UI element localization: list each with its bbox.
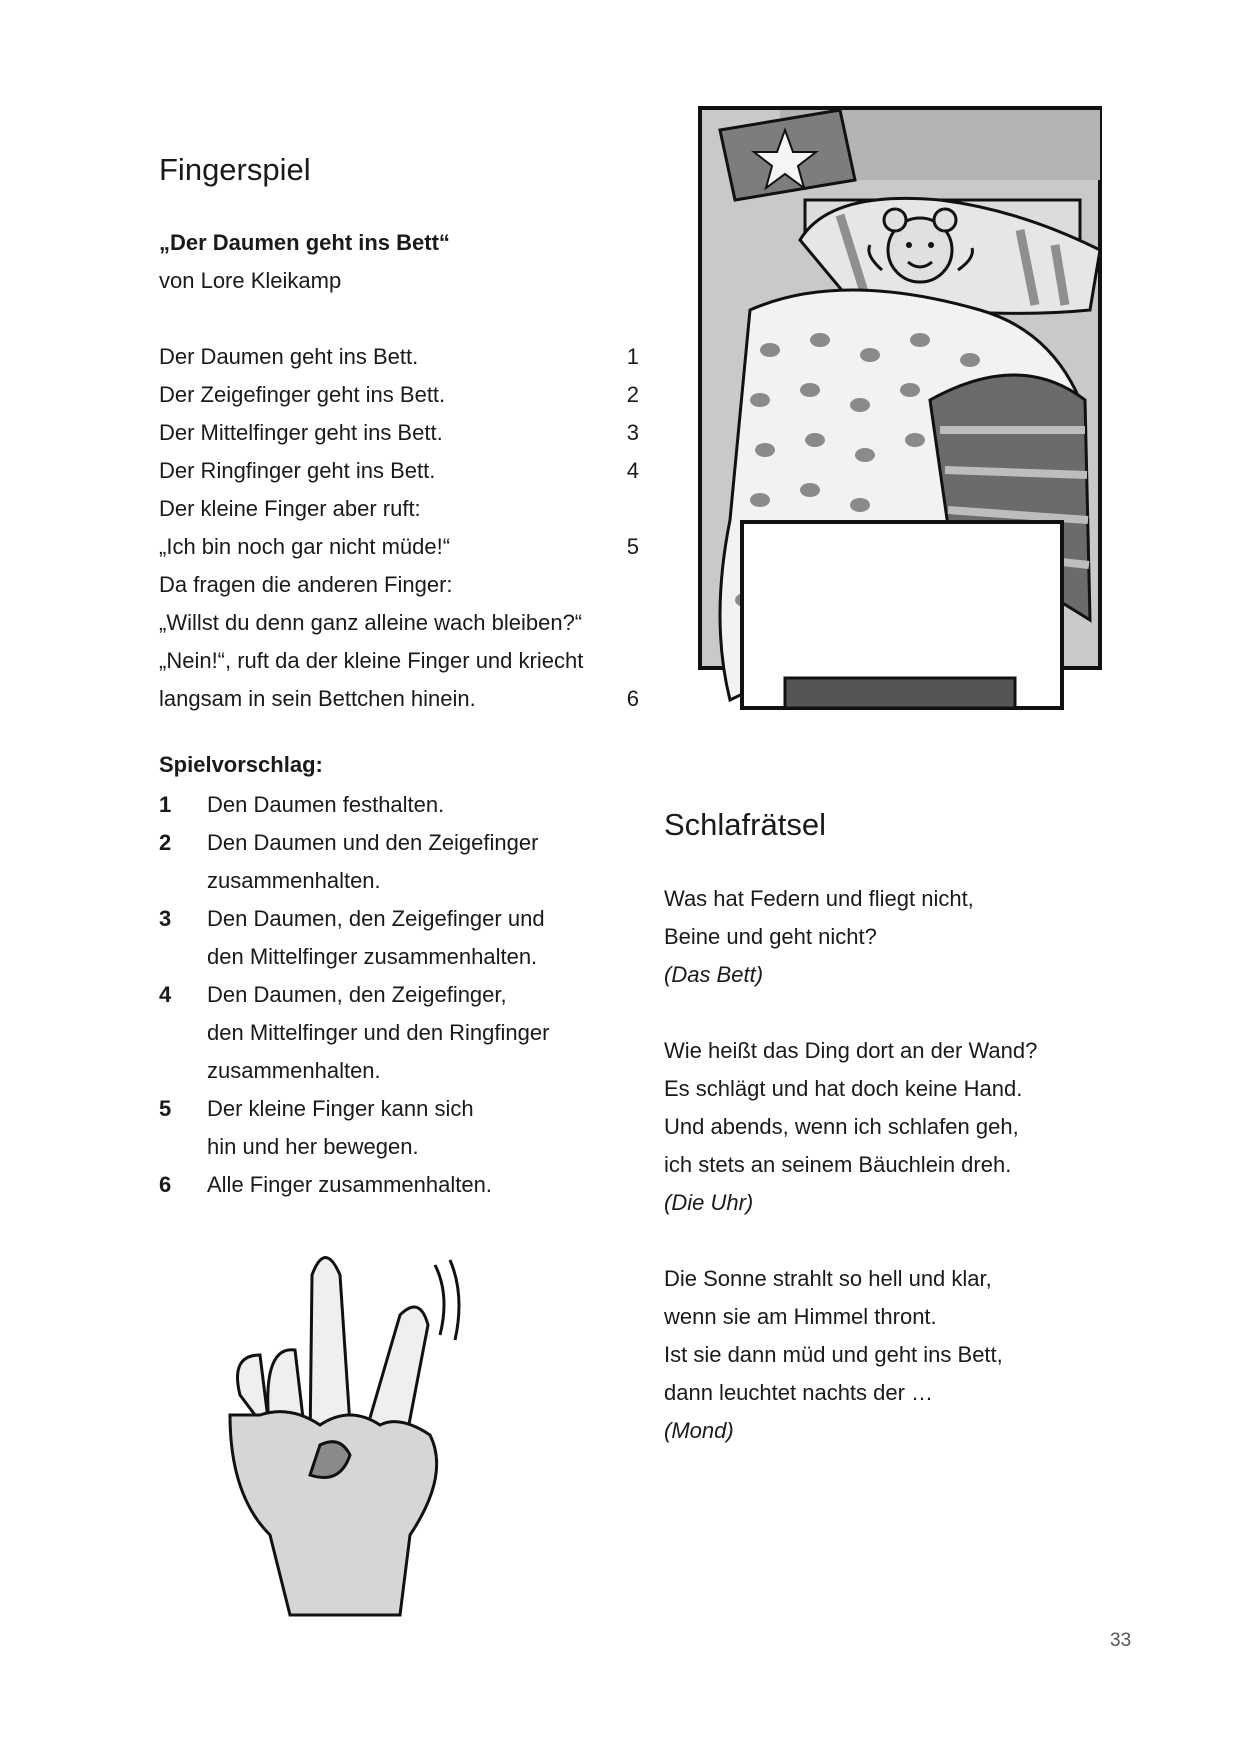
step-line: Den Daumen und den Zeigefinger xyxy=(207,830,539,855)
step-line: Den Daumen, den Zeigefinger, xyxy=(207,982,507,1007)
step-line: den Mittelfinger zusammenhalten. xyxy=(207,944,538,969)
spielvorschlag-heading: Spielvorschlag: xyxy=(159,752,323,777)
step-number: 2 xyxy=(159,830,172,855)
riddle-line: Es schlägt und hat doch keine Hand. xyxy=(664,1076,1023,1101)
riddle-line: Beine und geht nicht? xyxy=(664,924,877,949)
poem-line-text: „Nein!“, ruft da der kleine Finger und kriecht xyxy=(159,648,584,673)
step-line: zusammenhalten. xyxy=(207,1058,381,1083)
step-number: 1 xyxy=(159,792,172,817)
riddle-answer: (Die Uhr) xyxy=(664,1190,754,1215)
riddle-line: Und abends, wenn ich schlafen geh, xyxy=(664,1114,1019,1139)
poem-line-text: Der Ringfinger geht ins Bett. xyxy=(159,458,436,483)
step-number: 4 xyxy=(159,982,172,1007)
poem-line xyxy=(159,452,639,490)
poem-line-text: langsam in sein Bettchen hinein. xyxy=(159,686,476,711)
footboard-panel xyxy=(785,678,1015,708)
hand-illustration xyxy=(200,1235,500,1625)
hand-icon xyxy=(230,1258,437,1616)
step-item xyxy=(159,1090,619,1166)
riddle-answer: (Mond) xyxy=(664,1418,734,1443)
poem-line xyxy=(159,604,639,642)
riddle-line: Ist sie dann müd und geht ins Bett, xyxy=(664,1342,1003,1367)
poem-line xyxy=(159,414,639,452)
step-line: Der kleine Finger kann sich xyxy=(207,1096,474,1121)
poem-line-number: 3 xyxy=(626,420,639,445)
motion-lines xyxy=(435,1260,459,1340)
poem-line-number: 2 xyxy=(626,382,639,407)
step-line: Den Daumen, den Zeigefinger und xyxy=(207,906,545,931)
riddle-line: Die Sonne strahlt so hell und klar, xyxy=(664,1266,992,1291)
step-line: zusammenhalten. xyxy=(207,868,381,893)
poem-line-text: „Willst du denn ganz alleine wach bleiben?“ xyxy=(159,610,583,635)
poem-title: „Der Daumen geht ins Bett“ xyxy=(159,230,450,255)
poem-line-text: Der kleine Finger aber ruft: xyxy=(159,496,421,521)
step-item xyxy=(159,786,619,824)
step-line: Den Daumen festhalten. xyxy=(207,792,445,817)
poem-line-text: Der Mittelfinger geht ins Bett. xyxy=(159,420,443,445)
poem-line-number: 6 xyxy=(626,686,639,711)
step-item xyxy=(159,824,619,900)
poem-line-number: 1 xyxy=(626,344,639,369)
poem-line-text: „Ich bin noch gar nicht müde!“ xyxy=(159,534,451,559)
step-item xyxy=(159,900,619,976)
step-item xyxy=(159,976,619,1090)
fingerspiel-title: Fingerspiel xyxy=(159,152,311,187)
poem-line xyxy=(159,528,639,566)
bed-illustration xyxy=(690,100,1110,740)
step-number: 6 xyxy=(159,1172,172,1197)
poem-line-number: 5 xyxy=(626,534,639,559)
step-line: Alle Finger zusammenhalten. xyxy=(207,1172,492,1197)
step-number: 5 xyxy=(159,1096,172,1121)
page-number: 33 xyxy=(1110,1630,1132,1651)
poem-line-number: 4 xyxy=(626,458,639,483)
poem-author: von Lore Kleikamp xyxy=(159,268,342,293)
poem-line xyxy=(159,566,639,604)
riddle-line: Wie heißt das Ding dort an der Wand? xyxy=(664,1038,1038,1063)
riddle-line: dann leuchtet nachts der … xyxy=(664,1380,934,1405)
step-line: den Mittelfinger und den Ringfinger xyxy=(207,1020,550,1045)
poem-line-text: Der Daumen geht ins Bett. xyxy=(159,344,419,369)
riddle-answer: (Das Bett) xyxy=(664,962,764,987)
poem-line-text: Der Zeigefinger geht ins Bett. xyxy=(159,382,446,407)
riddle-line: ich stets an seinem Bäuchlein dreh. xyxy=(664,1152,1012,1177)
poem-line xyxy=(159,642,639,680)
poem-line xyxy=(159,680,639,718)
step-number: 3 xyxy=(159,906,172,931)
step-line: hin und her bewegen. xyxy=(207,1134,419,1159)
poem-line xyxy=(159,338,639,376)
riddle-line: wenn sie am Himmel thront. xyxy=(664,1304,937,1329)
poem-line xyxy=(159,376,639,414)
step-item xyxy=(159,1166,619,1204)
poem-line-text: Da fragen die anderen Finger: xyxy=(159,572,453,597)
riddle-line: Was hat Federn und fliegt nicht, xyxy=(664,886,974,911)
poem-line xyxy=(159,490,639,528)
schlafraetsel-title: Schlafrätsel xyxy=(664,807,826,842)
